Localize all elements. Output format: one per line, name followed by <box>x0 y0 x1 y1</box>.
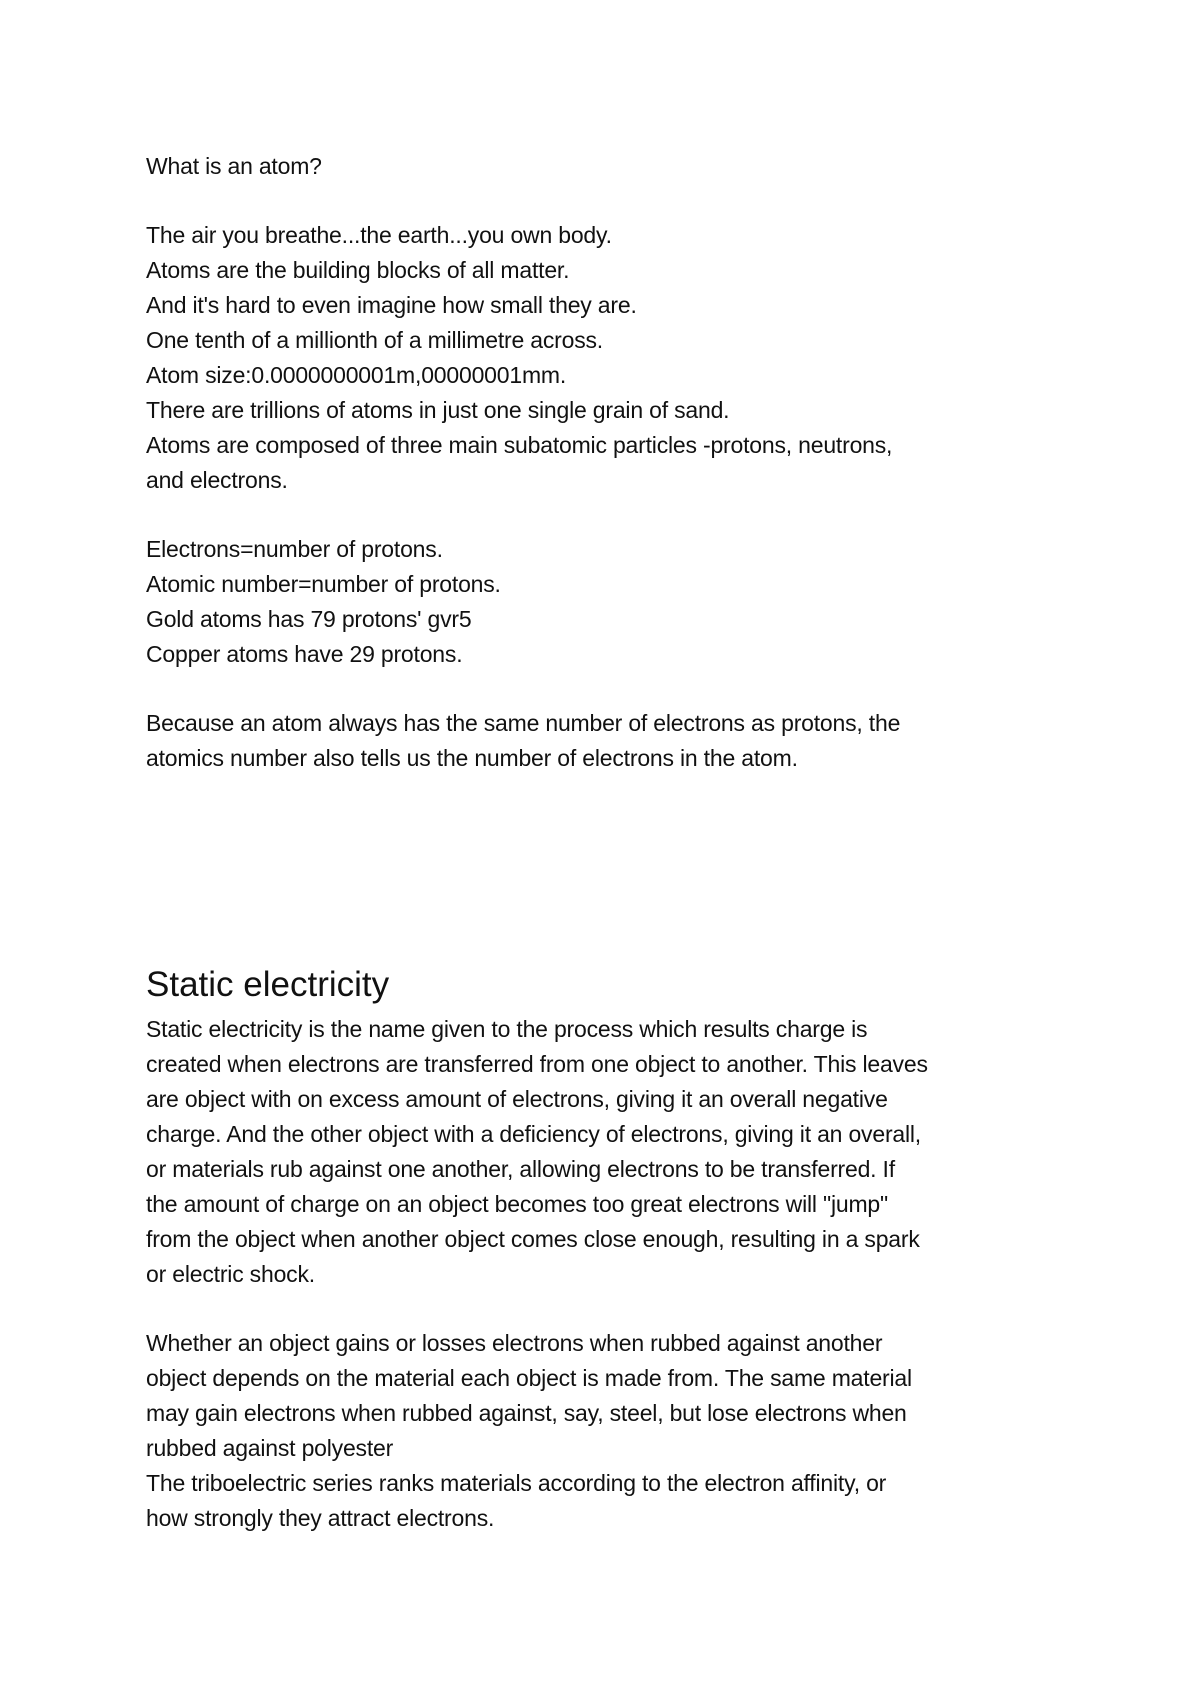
text-line: are object with on excess amount of electrons, giving it an overall negative <box>146 1086 888 1112</box>
text-line: The triboelectric series ranks materials according to the electron affinity, or <box>146 1470 887 1496</box>
text-line: Copper atoms have 29 protons. <box>146 641 463 667</box>
text-line: how strongly they attract electrons. <box>146 1505 495 1531</box>
text-line: from the object when another object comes close enough, resulting in a spark <box>146 1226 920 1252</box>
text-line: Whether an object gains or losses electrons when rubbed against another <box>146 1330 883 1356</box>
text-line: Static electricity is the name given to the process which results charge is <box>146 1016 868 1042</box>
text-line: There are trillions of atoms in just one single grain of sand. <box>146 397 730 423</box>
text-line: created when electrons are transferred from one object to another. This leaves <box>146 1051 928 1077</box>
text-line: The air you breathe...the earth...you own body. <box>146 222 612 248</box>
text-line: Atom size:0.0000000001m,00000001mm. <box>146 362 567 388</box>
text-line: and electrons. <box>146 467 288 493</box>
text-line: Gold atoms has 79 protons' gvr5 <box>146 606 472 632</box>
text-line: charge. And the other object with a deficiency of electrons, giving it an overall, <box>146 1121 922 1147</box>
text-line: Because an atom always has the same number of electrons as protons, the <box>146 710 901 736</box>
text-line: Atoms are composed of three main subatomic particles -protons, neutrons, <box>146 432 893 458</box>
text-line: rubbed against polyester <box>146 1435 394 1461</box>
text-line: Atoms are the building blocks of all matter. <box>146 257 570 283</box>
text-line: Atomic number=number of protons. <box>146 571 501 597</box>
text-line: One tenth of a millionth of a millimetre across. <box>146 327 603 353</box>
text-line: or electric shock. <box>146 1261 315 1287</box>
section-title: What is an atom? <box>146 153 322 179</box>
text-line: Electrons=number of protons. <box>146 536 443 562</box>
text-line: the amount of charge on an object becomes too great electrons will "jump" <box>146 1191 888 1217</box>
text-line: or materials rub against one another, allowing electrons to be transferred. If <box>146 1156 895 1182</box>
text-line: object depends on the material each object is made from. The same material <box>146 1365 912 1391</box>
text-line: may gain electrons when rubbed against, say, steel, but lose electrons when <box>146 1400 907 1426</box>
text-line: atomics number also tells us the number of electrons in the atom. <box>146 745 798 771</box>
section-heading: Static electricity <box>146 965 390 1004</box>
text-line: And it's hard to even imagine how small they are. <box>146 292 637 318</box>
